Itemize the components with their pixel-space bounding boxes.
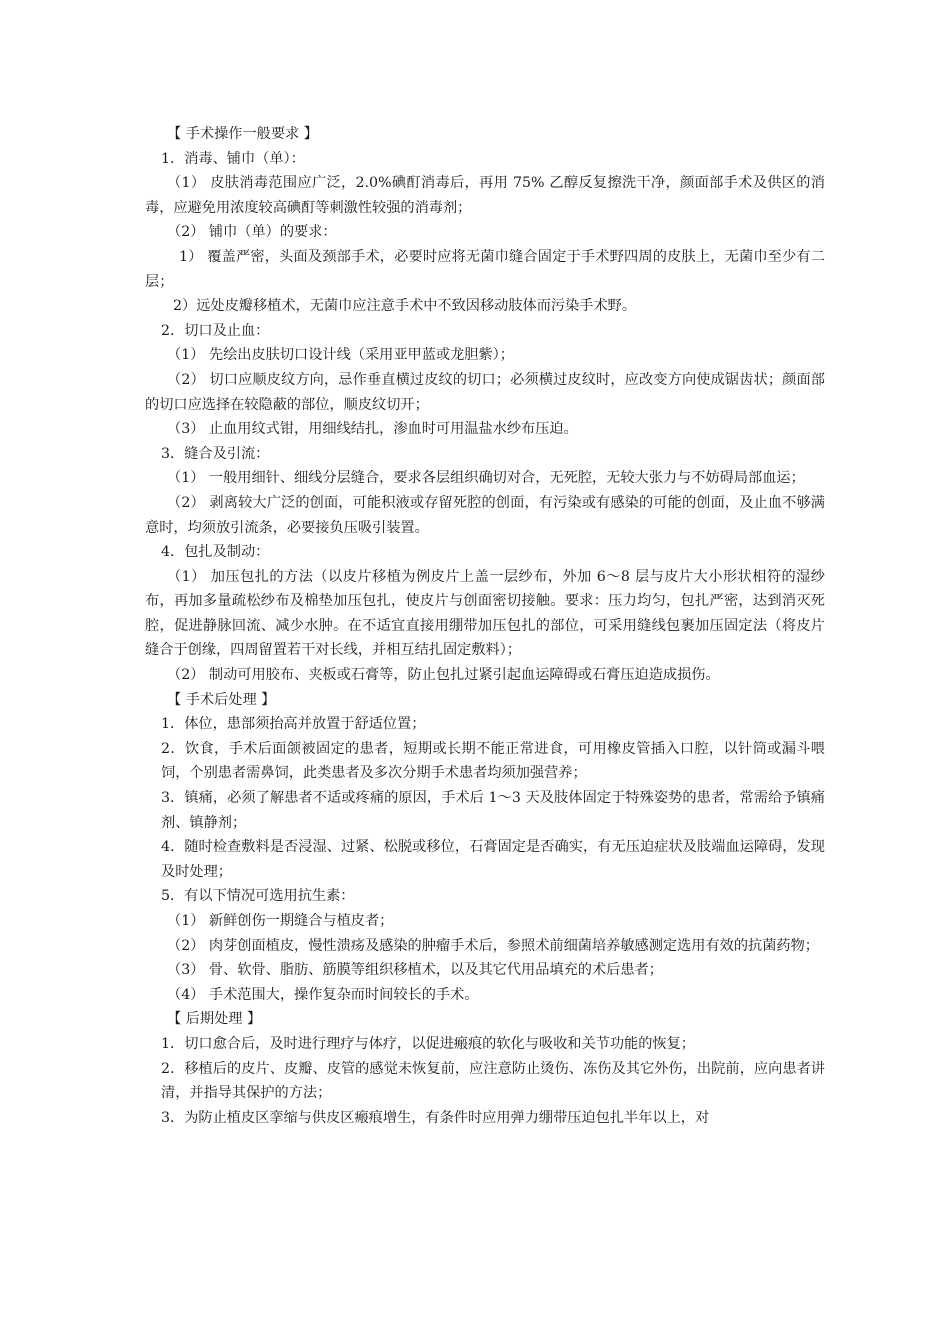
paragraph: （2） 剥离较大广泛的创面，可能积液或存留死腔的创面，有污染或有感染的可能的创面，及止血不够满意时，均须放引流条，必要接负压吸引装置。 [145,494,825,536]
paragraph: 2．饮食，手术后面颌被固定的患者，短期或长期不能正常进食，可用橡皮管插入口腔，以针筒或漏斗喂饲，个别患者需鼻饲，此类患者及多次分期手术患者均须加强营养； [161,740,825,782]
section-heading: 【 手术后处理 】 [167,691,276,708]
paragraph: （4） 手术范围大，操作复杂而时间较长的手术。 [167,986,479,1003]
section-heading: 【 手术操作一般要求 】 [167,126,318,142]
document-page [145,122,825,1130]
paragraph: 2）远处皮瓣移植术，无菌巾应注意手术中不致因移动肢体而污染手术野。 [173,298,637,315]
paragraph: 4．随时检查敷料是否浸湿、过紧、松脱或移位，石膏固定是否确实，有无压迫症状及肢端血运障碍，发现及时处理； [161,839,825,880]
paragraph: （1） 新鲜创伤一期缝合与植皮者； [167,913,394,929]
paragraph: （1） 加压包扎的方法（以皮片移植为例皮片上盖一层纱布，外加 6～8 层与皮片大小形状相符的湿纱布，再加多量疏松纱布及棉垫加压包扎，使皮片与创面密切接触。要求：压力均匀，包扎严密，达到消灭死腔，促进静脉回流、减少水肿。在不适宜直接用绷带加压包扎的部位，可采用缝线包裹加压固定法（将皮片缝合于创缘，四周留置若干对长线，并相互结扎固定敷料）； [145,568,825,659]
paragraph: 3．镇痛，必须了解患者不适或疼痛的原因，手术后 1～3 天及肢体固定于特殊姿势的患者，常需给予镇痛剂、镇静剂； [161,790,825,831]
paragraph: 3．为防止植皮区挛缩与供皮区瘢痕增生，有条件时应用弹力绷带压迫包扎半年以上，对 [161,1109,710,1126]
section-heading: 【 后期处理 】 [167,1011,262,1028]
paragraph: 1．消毒、铺巾（单）： [161,150,305,167]
paragraph: （2） 切口应顺皮纹方向，忌作垂直横过皮纹的切口；必须横过皮纹时，应改变方向使成锯齿状；颜面部的切口应选择在较隐蔽的部位，顺皮纹切开； [145,371,825,413]
paragraph: （2） 肉芽创面植皮，慢性溃疡及感染的肿瘤手术后，参照术前细菌培养敏感测定选用有效的抗菌药物； [167,937,819,954]
paragraph: 1．切口愈合后，及时进行理疗与体疗，以促进瘢痕的软化与吸收和关节功能的恢复； [161,1035,695,1052]
paragraph: （3） 止血用纹式钳，用细线结扎，渗血时可用温盐水纱布压迫。 [167,421,578,438]
paragraph: （3） 骨、软骨、脂肪、筋膜等组织移植术，以及其它代用品填充的术后患者； [167,962,663,979]
paragraph: 3．缝合及引流： [161,445,270,462]
paragraph: 1．体位，患部须抬高并放置于舒适位置； [161,716,426,733]
paragraph: 4．包扎及制动： [161,544,270,561]
paragraph: 2．移植后的皮片、皮瓣、皮管的感觉未恢复前，应注意防止烫伤、冻伤及其它外伤，出院前，应向患者讲清，并指导其保护的方法； [161,1060,825,1102]
paragraph: （2） 制动可用胶布、夹板或石膏等，防止包扎过紧引起血运障碍或石膏压迫造成损伤。 [167,667,720,684]
paragraph: （1） 一般用细针、细线分层缝合，要求各层组织确切对合，无死腔，无较大张力与不妨碍局部血运； [167,470,805,487]
paragraph: （1） 皮肤消毒范围应广泛，2.0%碘酊消毒后，再用 75% 乙醇反复擦洗干净，颜面部手术及供区的消毒，应避免用浓度较高碘酊等刺激性较强的消毒剂； [145,175,825,216]
paragraph: 2．切口及止血： [161,322,270,339]
paragraph: 1） 覆盖严密，头面及颈部手术，必要时应将无菌巾缝合固定于手术野四周的皮肤上，无菌巾至少有二层； [145,248,825,290]
paragraph: 5．有以下情况可选用抗生素： [161,888,355,905]
paragraph: （2） 铺巾（单）的要求： [167,224,337,241]
paragraph: （1） 先绘出皮肤切口设计线（采用亚甲蓝或龙胆紫）； [167,347,514,364]
